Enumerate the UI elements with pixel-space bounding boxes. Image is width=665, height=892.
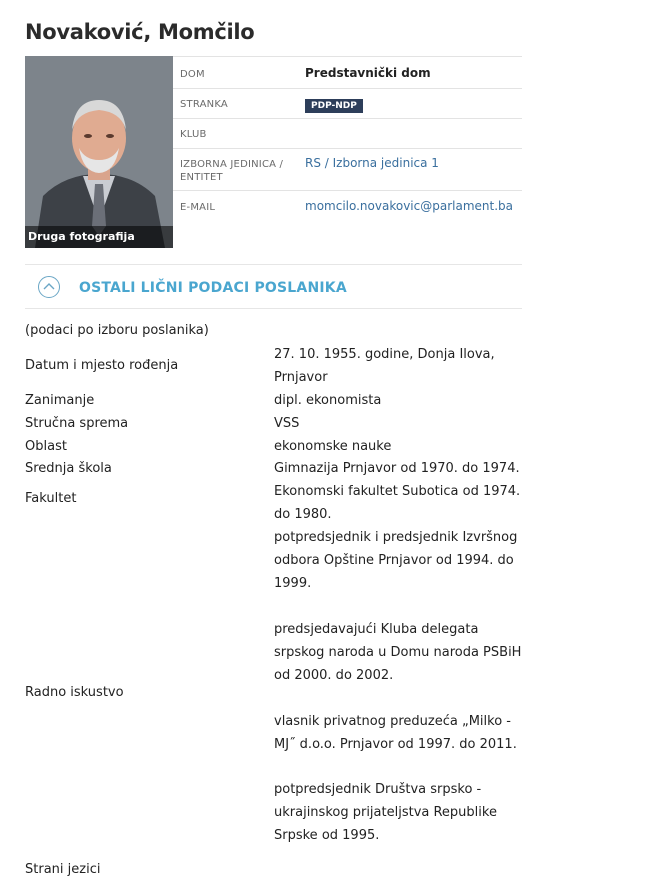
work-4-line3: Srpske od 1995. xyxy=(274,828,380,843)
work-1-line2: odbora Opštine Prnjavor od 1994. do xyxy=(274,553,514,568)
stranka-label: STRANKA xyxy=(180,99,228,110)
edu-value: VSS xyxy=(274,416,300,431)
work-label: Radno iskustvo xyxy=(25,685,124,700)
faculty-value-line2: do 1980. xyxy=(274,507,332,522)
info-row-stranka xyxy=(173,89,522,119)
collapse-button[interactable] xyxy=(38,276,60,298)
dom-value: Predstavnički dom xyxy=(305,66,431,80)
info-row-jedinica xyxy=(173,149,522,191)
field-value: ekonomske nauke xyxy=(274,439,392,454)
email-label: E-MAIL xyxy=(180,202,216,213)
page-title: Novaković, Momčilo xyxy=(25,20,255,44)
section-title[interactable]: OSTALI LIČNI PODACI POSLANIKA xyxy=(79,280,347,296)
work-2-line1: predsjedavajući Kluba delegata xyxy=(274,622,479,637)
school-label: Srednja škola xyxy=(25,461,112,476)
work-4-line2: ukrajinskog prijateljstva Republike xyxy=(274,805,497,820)
member-photo[interactable] xyxy=(25,56,173,248)
birth-label: Datum i mjesto rođenja xyxy=(25,358,179,373)
chevron-up-icon xyxy=(43,282,55,292)
job-label: Zanimanje xyxy=(25,393,95,408)
details-note: (podaci po izboru poslanika) xyxy=(25,323,209,338)
info-row-dom xyxy=(173,57,522,89)
edu-label: Stručna sprema xyxy=(25,416,129,431)
klub-label: KLUB xyxy=(180,129,207,140)
info-row-klub xyxy=(173,119,522,149)
portrait-image xyxy=(25,56,173,248)
info-table xyxy=(173,56,522,221)
work-3-line1: vlasnik privatnog preduzeća „Milko - xyxy=(274,714,511,729)
jedinica-label-line1: IZBORNA JEDINICA / xyxy=(180,159,284,170)
work-2-line2: srpskog naroda u Domu naroda PSBiH xyxy=(274,645,522,660)
work-3-line2: MJ˝ d.o.o. Prnjavor od 1997. do 2011. xyxy=(274,737,517,752)
jedinica-link[interactable]: RS / Izborna jedinica 1 xyxy=(305,156,439,170)
work-2-line3: od 2000. do 2002. xyxy=(274,668,394,683)
jedinica-label xyxy=(180,158,283,184)
photo-caption[interactable]: Druga fotografija xyxy=(25,226,173,248)
work-4-line1: potpredsjednik Društva srpsko - xyxy=(274,782,482,797)
work-1-line3: 1999. xyxy=(274,576,312,591)
party-badge[interactable]: PDP-NDP xyxy=(305,99,363,113)
jedinica-label-line2: ENTITET xyxy=(180,172,223,183)
job-value: dipl. ekonomista xyxy=(274,393,382,408)
lang-label: Strani jezici xyxy=(25,862,101,877)
section-header[interactable] xyxy=(25,264,522,309)
faculty-value-line1: Ekonomski fakultet Subotica od 1974. xyxy=(274,484,521,499)
field-label: Oblast xyxy=(25,439,67,454)
birth-value-line1: 27. 10. 1955. godine, Donja Ilova, xyxy=(274,347,495,362)
school-value: Gimnazija Prnjavor od 1970. do 1974. xyxy=(274,461,520,476)
info-row-email xyxy=(173,191,522,221)
faculty-label: Fakultet xyxy=(25,491,77,506)
email-link[interactable]: momcilo.novakovic@parlament.ba xyxy=(305,199,513,213)
dom-label: DOM xyxy=(180,69,205,80)
birth-value-line2: Prnjavor xyxy=(274,370,328,385)
work-1-line1: potpredsjednik i predsjednik Izvršnog xyxy=(274,530,518,545)
